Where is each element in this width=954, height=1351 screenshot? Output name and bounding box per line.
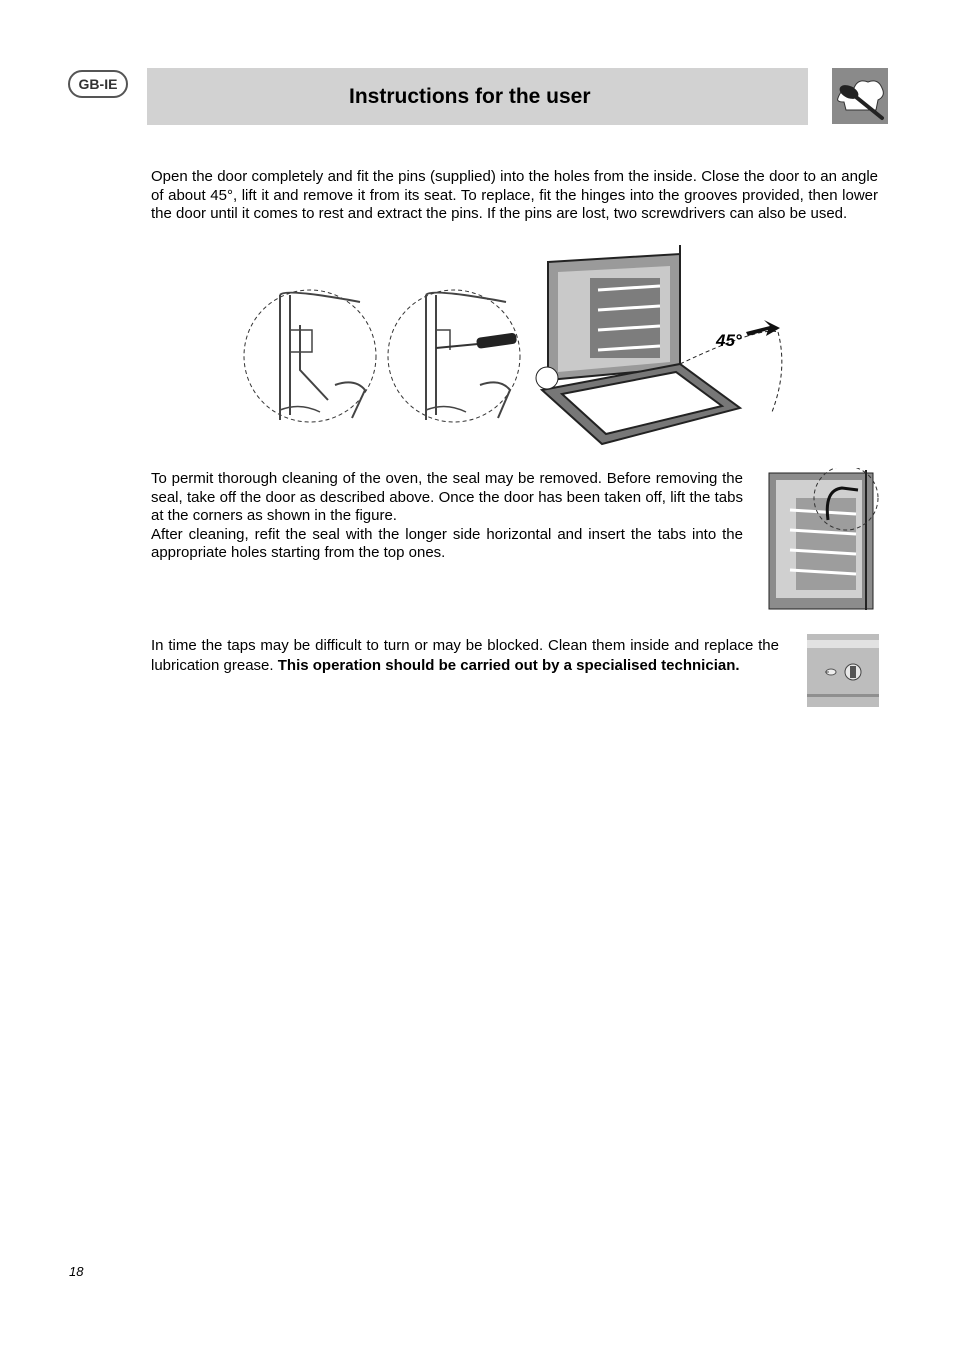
arrow-icon: [746, 320, 780, 336]
angle-label: 45°: [716, 331, 742, 350]
oven-figure: [536, 245, 740, 444]
seal-removal-line2: After cleaning, refit the seal with the longer side horizontal and insert the tabs into the appropriate holes starting from the top ones.: [151, 525, 743, 561]
header-bar: [147, 68, 808, 125]
hinge-pin-detail-figure: [244, 290, 376, 422]
seal-removal-text: [151, 470, 743, 563]
taps-warning: This operation should be carried out by a specialised technician.: [277, 657, 740, 674]
door-removal-figure: [240, 240, 800, 450]
page-number: 18: [69, 1264, 84, 1279]
screwdriver-detail-figure: [388, 290, 520, 422]
page-title: Instructions for the user: [349, 84, 591, 108]
taps-figure: [807, 634, 879, 707]
chef-spoon-icon: [832, 68, 888, 124]
knob-icon: [850, 666, 856, 678]
taps-maintenance-text: [151, 636, 779, 676]
seal-removal-line1: To permit thorough cleaning of the oven, the seal may be removed. Before removing the seal, take off the door as described above. Once the door has been taken off, lift the tabs at the corners as shown in the figure.: [151, 470, 743, 524]
taps-text: In time the taps may be difficult to turn or may be blocked. Clean them inside and replace the lubrication grease.: [151, 637, 779, 674]
region-badge: GB-IE: [68, 70, 128, 98]
seal-removal-figure: [768, 468, 880, 612]
door-removal-text: Open the door completely and fit the pins (supplied) into the holes from the inside. Close the door to an angle of about 45°, lift it and remove it from its seat. To replace, fit the hinges into the grooves provided, then lower the door until it comes to rest and extract the pins. If the pins are lost, two screwdrivers can also be used.: [151, 168, 878, 222]
